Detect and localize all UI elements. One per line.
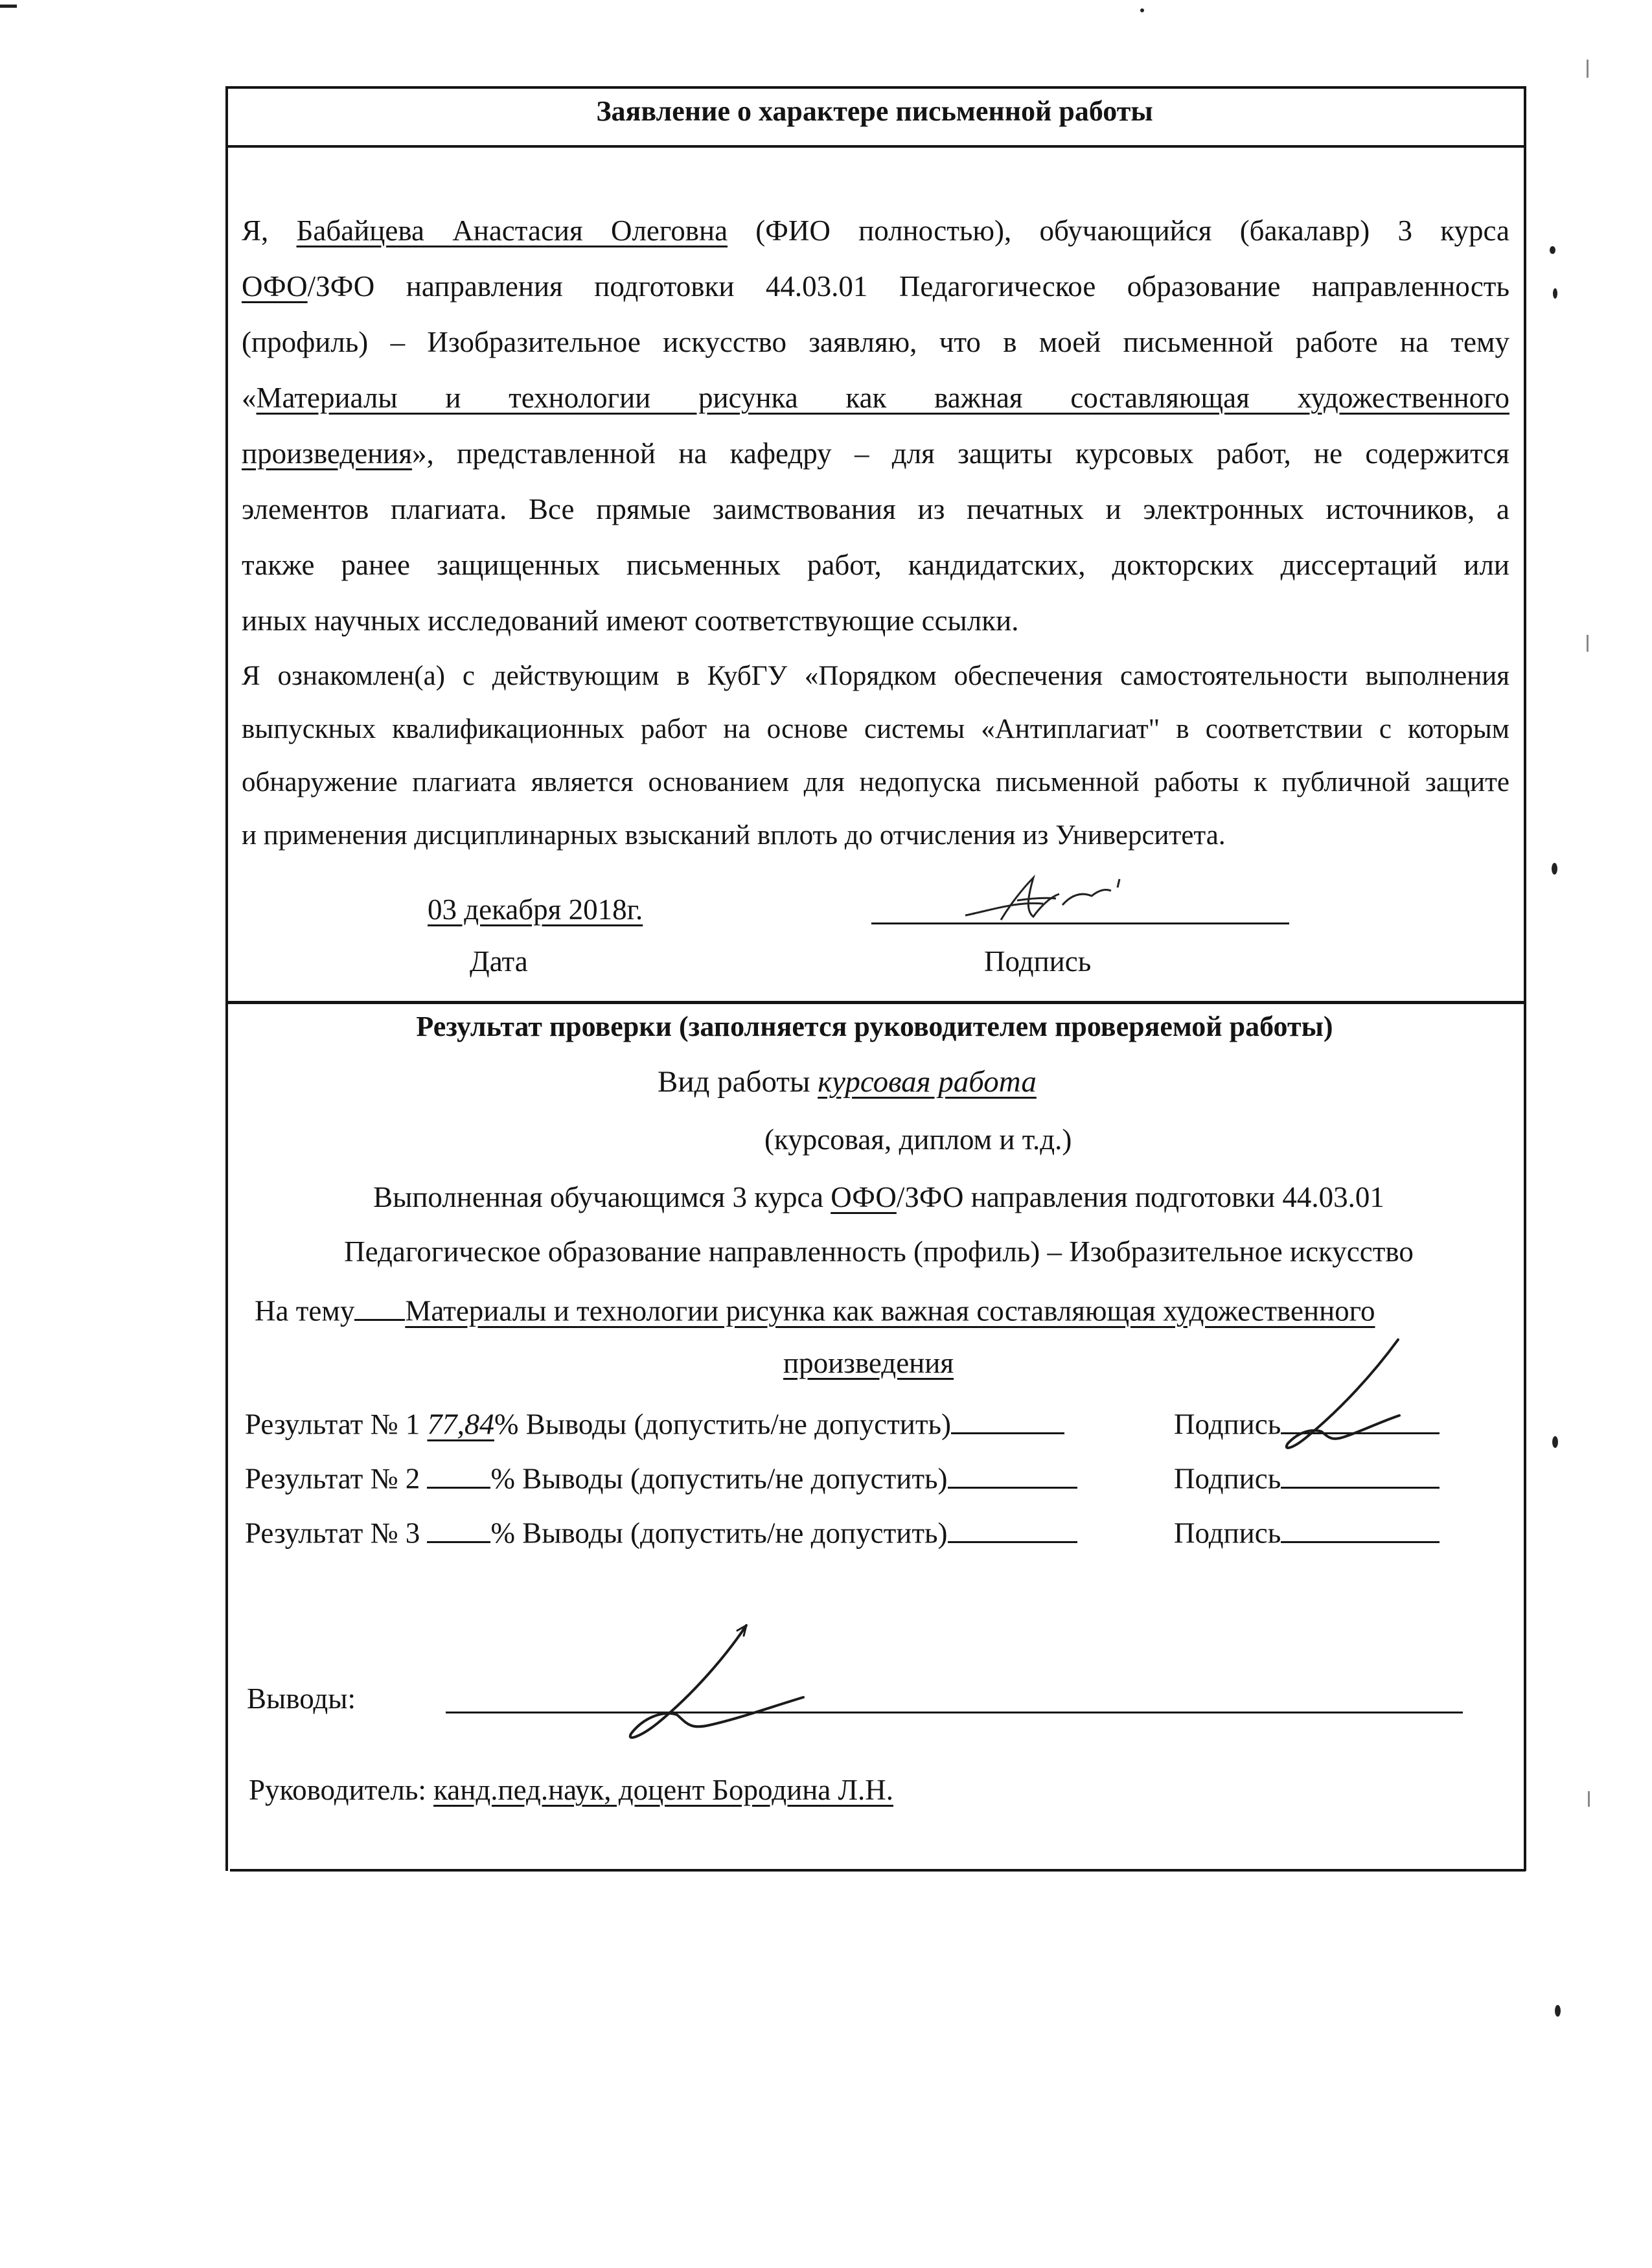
statement-line: иных научных исследований имеют соответствующие ссылки. (242, 604, 1019, 637)
scan-speck (1552, 1436, 1558, 1448)
scan-speck (1553, 288, 1557, 299)
work-topic-end: произведения (242, 437, 413, 470)
result-1-sign: Подпись (1174, 1406, 1440, 1439)
result-study-form-ofo: ОФО (831, 1181, 897, 1213)
result-row-2: Результат № 2 % Выводы (допустить/не допустить) (245, 1460, 1077, 1494)
antiplagiat-paragraph (242, 650, 1509, 862)
result-topic-value-end: произведения (783, 1347, 954, 1379)
result-2-percent-blank (427, 1460, 490, 1489)
scan-speck (1555, 2005, 1561, 2017)
frame-right-border (1524, 86, 1526, 1871)
statement-paragraph (242, 203, 1509, 648)
antiplagiat-line: выпускных квалификационных работ на основе системы «Антиплагиат" в соответствии с которым (242, 714, 1509, 744)
result-1-conclusion-blank (951, 1406, 1064, 1434)
topic-blank (354, 1292, 405, 1321)
statement-line: элементов плагиата. Все прямые заимствования из печатных и электронных источников, а (242, 493, 1509, 525)
supervisor-signature-result-1 (1270, 1334, 1438, 1483)
date-label: Дата (470, 945, 528, 978)
program-line: Педагогическое образование направленность (профиль) – Изобразительное искусство (344, 1235, 1414, 1268)
section-divider (227, 1001, 1526, 1004)
antiplagiat-line: и применения дисциплинарных взысканий вплоть до отчисления из Университета. (242, 820, 1226, 851)
statement-line: ОФО/ЗФО направления подготовки 44.03.01 Педагогическое образование направленность (242, 270, 1509, 303)
statement-title: Заявление о характере письменной работы (596, 95, 1153, 127)
supervisor-name: канд.пед.наук, доцент Бородина Л.Н. (433, 1774, 894, 1806)
study-form-ofo: ОФО (242, 270, 308, 303)
scan-speck (0, 5, 17, 8)
work-kind-value: курсовая работа (818, 1065, 1037, 1099)
statement-line: «Материалы и технологии рисунка как важная составляющая художественного (242, 382, 1509, 414)
completed-by-line: Выполненная обучающимся 3 курса ОФО/ЗФО направления подготовки 44.03.01 (373, 1181, 1384, 1213)
scan-speck (1552, 863, 1557, 875)
antiplagiat-line: Я ознакомлен(а) с действующим в КубГУ «Порядком обеспечения самостоятельности выполнения (242, 661, 1509, 691)
title-divider (225, 145, 1524, 148)
student-signature (952, 865, 1147, 930)
topic-line: На тему Материалы и технологии рисунка как важная составляющая художественного (255, 1292, 1375, 1326)
result-topic-value: Материалы и технологии рисунка как важная составляющая художественного (405, 1294, 1375, 1327)
result-2-sign: Подпись (1174, 1460, 1440, 1494)
result-3-percent-blank (427, 1515, 490, 1543)
supervisor-signature-conclusions (596, 1616, 829, 1752)
antiplagiat-line: обнаружение плагиата является основанием для недопуска письменной работы к публичной защите (242, 767, 1509, 797)
work-topic: Материалы и технологии рисунка как важная составляющая художественного (256, 382, 1509, 414)
scan-speck (1587, 635, 1589, 652)
statement-line: Я, Бабайцева Анастасия Олеговна (ФИО полностью), обучающийся (бакалавр) 3 курса (242, 214, 1510, 247)
statement-date: 03 декабря 2018г. (428, 893, 643, 926)
result-heading: Результат проверки (заполняется руководителем проверяемой работы) (416, 1011, 1333, 1042)
scan-speck (1550, 246, 1555, 254)
supervisor-line: Руководитель: канд.пед.наук, доцент Бородина Л.Н. (249, 1774, 894, 1806)
statement-line: произведения», представленной на кафедру – для защиты курсовых работ, не содержится (242, 437, 1509, 470)
scan-speck (1140, 8, 1144, 12)
scan-speck (1587, 60, 1589, 78)
statement-line: (профиль) – Изобразительное искусство заявляю, что в моей письменной работе на тему (242, 326, 1509, 358)
scan-speck (1588, 1791, 1590, 1807)
conclusions-label: Выводы: (247, 1682, 356, 1715)
result-1-percent: 77,84 (427, 1407, 494, 1441)
frame-left-border (225, 86, 228, 1871)
frame-bottom-border (230, 1869, 1526, 1872)
result-2-conclusion-blank (948, 1460, 1077, 1489)
result-3-conclusion-blank (948, 1515, 1077, 1543)
work-kind: Вид работы курсовая работа (658, 1065, 1037, 1099)
result-3-sign: Подпись (1174, 1515, 1440, 1548)
student-full-name: Бабайцева Анастасия Олеговна (296, 214, 728, 247)
result-row-3: Результат № 3 % Выводы (допустить/не допустить) (245, 1515, 1077, 1548)
frame-top-border (225, 86, 1524, 89)
signature-label: Подпись (984, 945, 1092, 978)
result-row-1: Результат № 1 77,84% Выводы (допустить/не допустить) (245, 1406, 1064, 1439)
statement-line: также ранее защищенных письменных работ, кандидатских, докторских диссертаций или (242, 549, 1509, 581)
work-kind-hint: (курсовая, диплом и т.д.) (764, 1123, 1072, 1156)
result-3-sign-blank (1281, 1515, 1440, 1543)
